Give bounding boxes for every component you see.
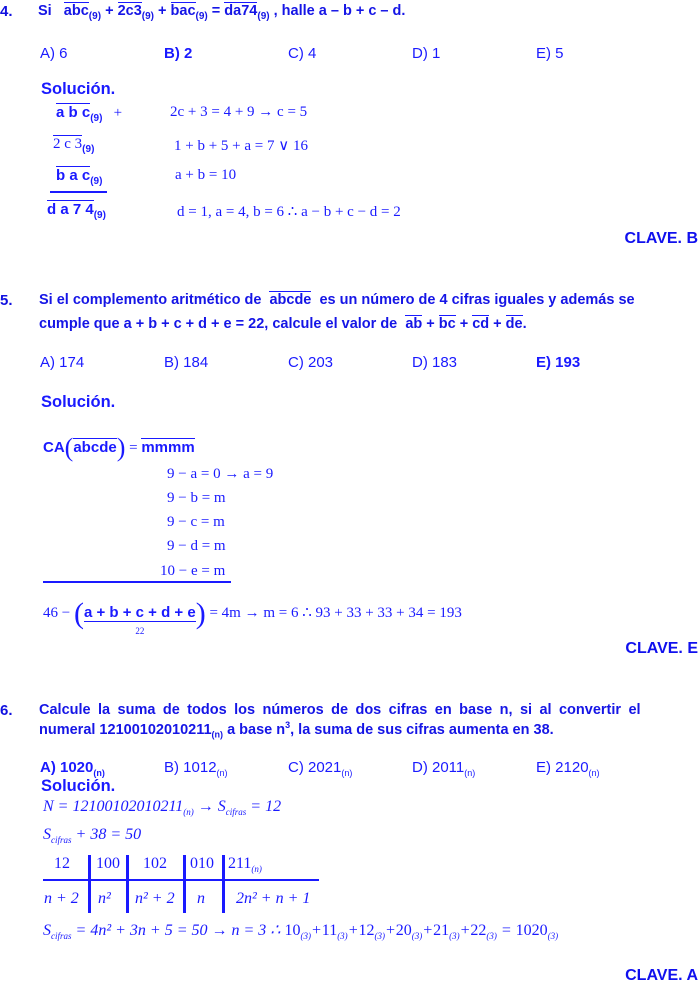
- option-e-correct: E) 193: [536, 354, 581, 371]
- problem-number: 6.: [0, 702, 13, 719]
- option-b: B) $1012_{(n)}$: [164, 759, 228, 778]
- table-divider: [43, 879, 319, 881]
- problem-statement-line-1: Calcule la suma de todos los números de dos cifras en base n, si al convertir el: [39, 702, 641, 718]
- answer-key: CLAVE. E: [625, 640, 698, 657]
- problem-statement-line-1: Si el complemento aritmético de abcde es un número de 4 cifras iguales y además se: [39, 292, 635, 308]
- addend-bac: b a $c_{(9)}$: [56, 167, 103, 187]
- problem-statement: Si $abc_{(9)} + 2c3_{(9)} + bac_{(9)} = da74_{(9)}$ , halle a – b + c – d.: [38, 3, 406, 22]
- solution-line-2: $S_{cifras} + 38 = 50$: [43, 826, 142, 845]
- problem-statement-line-2: numeral $12100102010211_{(n)}$ a base $n^3$, la suma de sus cifras aumenta en 38.: [39, 720, 554, 740]
- option-d: D) 183: [412, 354, 458, 371]
- option-e: E) 5: [536, 45, 564, 62]
- option-c: C) 4: [288, 45, 317, 62]
- step-5: 10 − e = m: [160, 563, 226, 579]
- option-d: D) 1: [412, 45, 441, 62]
- solution-label: Solución.: [41, 80, 116, 98]
- problem-number: 5.: [0, 292, 13, 309]
- option-b-correct: B) 2: [164, 45, 193, 62]
- option-a: A) 174: [40, 354, 85, 371]
- addend-abc: a b $c_{(9)}$ +: [56, 104, 123, 124]
- overline-2c3: 2c3: [117, 3, 142, 19]
- solution-label: Solución.: [41, 393, 116, 411]
- solution-line-1: $N = 12100102010211_{(n)} \to S_{cifras} = 12$: [43, 798, 282, 817]
- answer-key: CLAVE. B: [624, 230, 698, 247]
- sum-line: [43, 581, 231, 583]
- brace-value: 22: [135, 626, 145, 636]
- complement-equation: CA(abcde) = mmmm: [43, 433, 195, 462]
- step-2: 9 − b = m: [167, 490, 226, 506]
- option-c: C) $2021_{(n)}$: [288, 759, 353, 778]
- option-e: E) $2120_{(n)}$: [536, 759, 600, 778]
- step-1: 2c + 3 = 4 + 9 → c = 5: [170, 104, 308, 120]
- solution-line-3: $S_{cifras} = 4n^2 + 3n + 5 = 50 \to n = 3$ ∴ $10_{(3)}+11_{(3)}+12_{(3)}+20_{(3)}+21_{(3)}+22_{(3)} = 1020_{(3)}$: [43, 922, 559, 941]
- step-4: 9 − d = m: [167, 538, 226, 554]
- step-3: 9 − c = m: [167, 514, 225, 530]
- option-a: A) 6: [40, 45, 68, 62]
- overline-bac: bac: [170, 3, 196, 19]
- solution-label: Solución.: [41, 777, 116, 795]
- answer-key: CLAVE. A: [625, 967, 698, 984]
- overline-abc: abc: [63, 3, 89, 19]
- option-c: C) 203: [288, 354, 334, 371]
- overline-da74: da74: [224, 3, 258, 19]
- problem-statement-line-2: cumple que a + b + c + d + e = 22, calcule el valor de ab + bc + cd + de.: [39, 316, 527, 332]
- addend-2c3: 2 c $3_{(9)}$: [53, 136, 95, 155]
- option-b: B) 184: [164, 354, 209, 371]
- sum-da74: d a 7 $4_{(9)}$: [47, 201, 106, 221]
- step-4: d = 1, a = 4, b = 6 ∴ a − b + c − d = 2: [177, 204, 401, 220]
- step-2: 1 + b + 5 + a = 7 ∨ 16: [174, 138, 308, 154]
- sum-line: [50, 191, 107, 193]
- step-1: 9 − a = 0 → a = 9: [167, 466, 274, 482]
- option-a-correct: A) $1020_{(n)}$: [40, 759, 105, 778]
- problem-number: 4.: [0, 3, 13, 20]
- option-d: D) $2011_{(n)}$: [412, 759, 476, 778]
- final-equation: 46 − (a + b + c + d + e 22 ) = 4m → m = 6 ∴ 93 + 33 + 33 + 34 = 193: [43, 597, 462, 636]
- step-3: a + b = 10: [175, 167, 237, 183]
